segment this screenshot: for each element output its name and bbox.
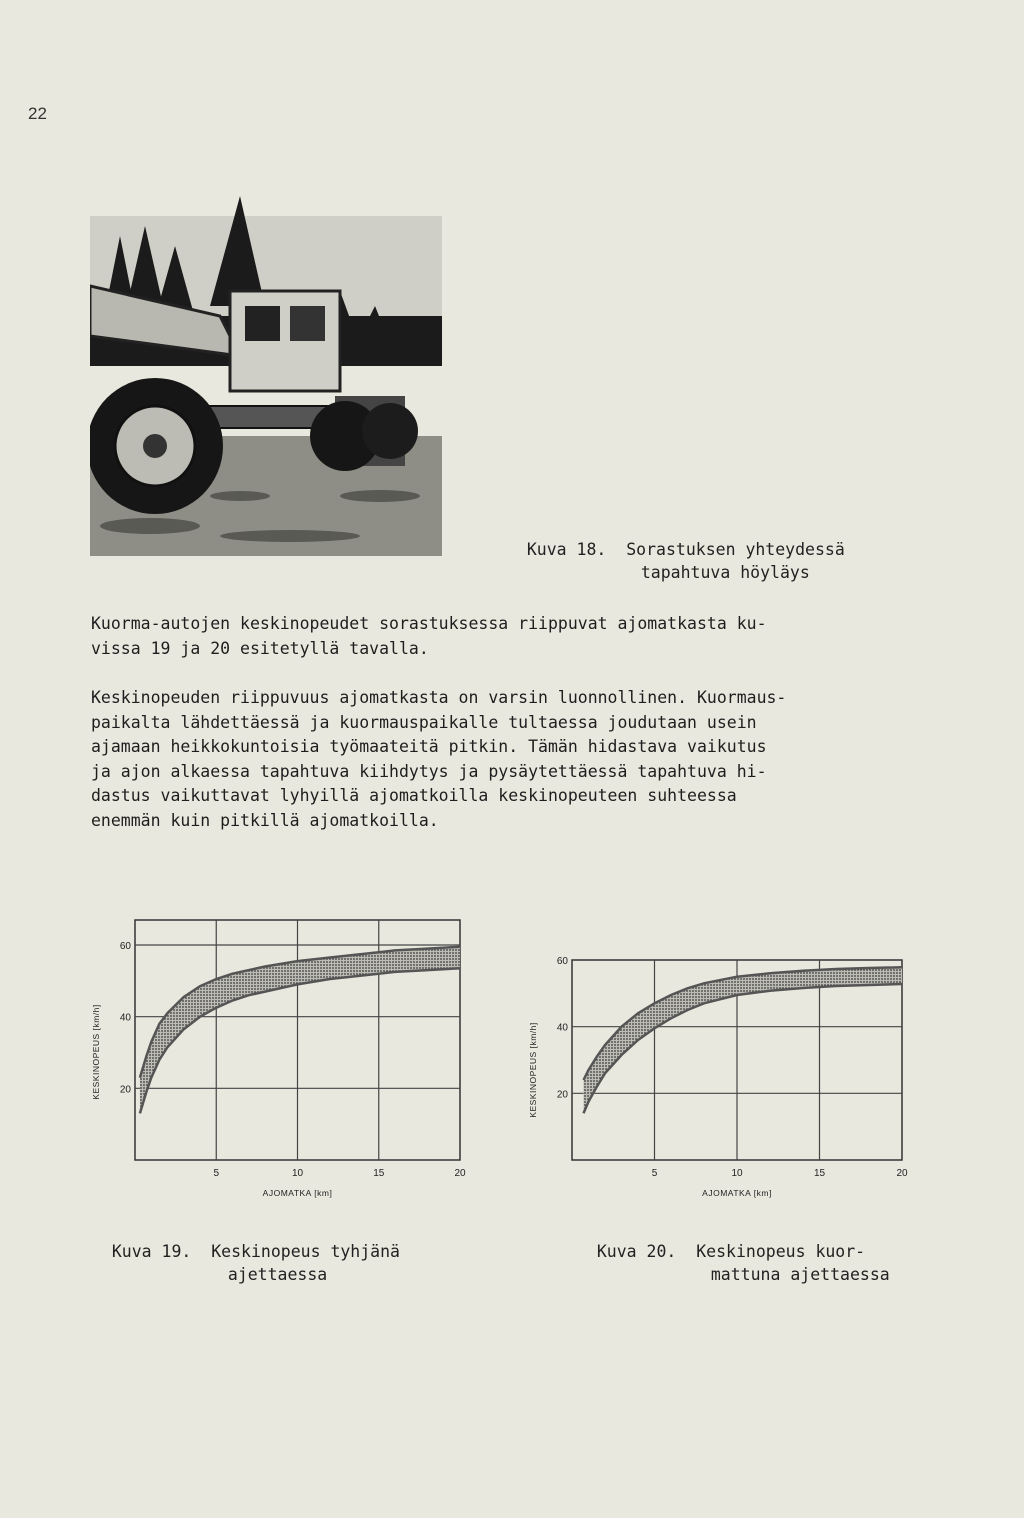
text-line: vissa 19 ja 20 esitetyllä tavalla. (91, 638, 429, 658)
page-number: 22 (28, 104, 47, 123)
y-tick-label: 40 (119, 1012, 131, 1024)
y-tick-label: 60 (556, 956, 568, 967)
x-tick-label: 20 (454, 1168, 466, 1179)
figure19-caption-line1: Keskinopeus tyhjänä (211, 1242, 400, 1261)
speed-band-lower-line (140, 968, 460, 1113)
figure18-caption-line1: Sorastuksen yhteydessä (626, 540, 845, 559)
x-tick-label: 10 (731, 1168, 743, 1179)
text-line: Kuorma-autojen keskinopeudet sorastuksessa riippuvat ajomatkasta ku- (91, 614, 767, 633)
figure18-caption-second (621, 538, 810, 584)
text-line: ja ajon alkaessa tapahtuva kiihdytys ja pysäytettäessä tapahtuva hi- (91, 761, 767, 781)
chart-figure20-svg (512, 945, 922, 1210)
text-line: enemmän kuin pitkillä ajomatkoilla. (91, 810, 439, 830)
text-line: dastus vaikuttavat lyhyillä ajomatkoilla keskinopeuteen suhteessa (91, 786, 737, 806)
figure20-label: Kuva 20. (596, 1242, 677, 1261)
chart-figure19-svg (80, 910, 480, 1200)
chart-figure19 (80, 910, 480, 1200)
x-tick-label: 10 (291, 1168, 304, 1179)
y-tick-label: 60 (119, 941, 131, 952)
x-tick-label: 20 (896, 1168, 908, 1179)
x-tick-label: 15 (813, 1168, 826, 1179)
x-tick-label: 5 (651, 1168, 658, 1179)
figure20-caption-second (691, 1240, 890, 1286)
figure19-caption-line2: ajettaessa (227, 1265, 328, 1284)
y-tick-label: 40 (556, 1022, 568, 1034)
figure20-caption-line1: Keskinopeus kuor- (696, 1242, 866, 1261)
y-axis-label: KESKINOPEUS [km/h] (528, 1022, 538, 1118)
paragraph-1 (91, 612, 891, 661)
road-grader-photo-icon (90, 196, 442, 556)
text-line: Keskinopeuden riippuvuus ajomatkasta on varsin luonnollinen. Kuormaus- (91, 688, 787, 707)
figure19-label: Kuva 19. (111, 1242, 192, 1261)
text-line: ajamaan heikkokuntoisia työmaateitä pitkin. Tämän hidastava vaikutus (91, 737, 767, 757)
y-axis-label: KESKINOPEUS [km/h] (91, 1004, 101, 1100)
chart-figure20 (512, 945, 922, 1210)
y-tick-label: 20 (556, 1089, 568, 1101)
speed-band-area (584, 967, 903, 1113)
road-grader-photo (90, 196, 442, 556)
x-axis-label: AJOMATKA [km] (702, 1188, 772, 1198)
y-tick-label: 20 (119, 1084, 131, 1096)
figure18-caption-line2: tapahtuva höyläys (640, 563, 810, 582)
figure20-caption-line2: mattuna ajettaessa (710, 1265, 890, 1284)
text-line: paikalta lähdettäessä ja kuormauspaikalle tultaessa joudutaan usein (91, 712, 757, 732)
figure19-caption-second (208, 1240, 327, 1286)
x-axis-label: AJOMATKA [km] (262, 1188, 333, 1198)
x-tick-label: 5 (213, 1168, 220, 1179)
x-tick-label: 15 (373, 1168, 385, 1179)
figure18-label: Kuva 18. (526, 540, 607, 559)
paragraph-2 (91, 686, 891, 834)
